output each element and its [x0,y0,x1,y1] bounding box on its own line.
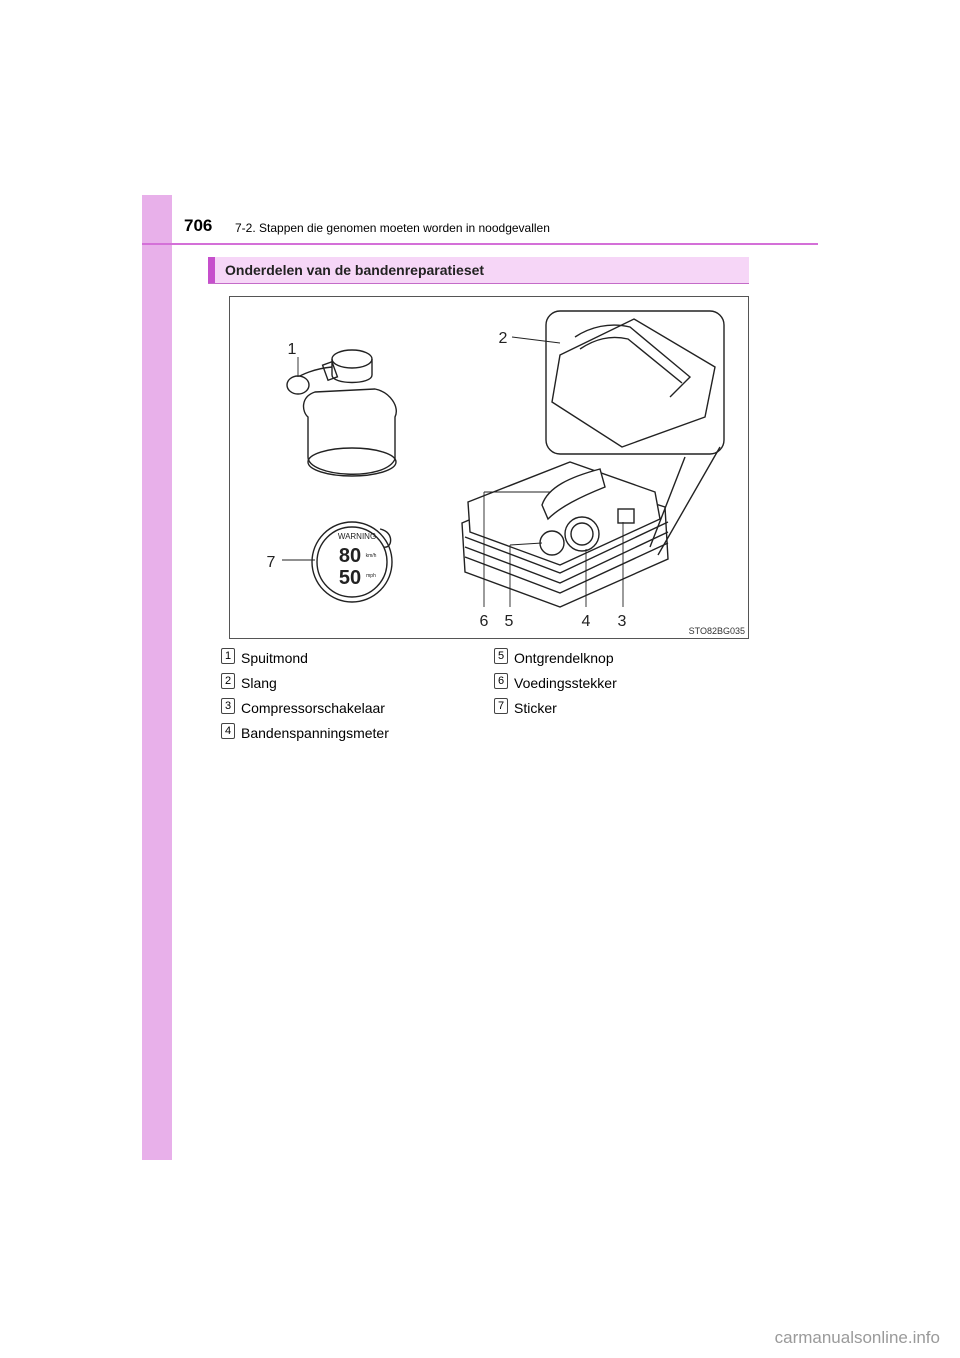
legend-number: 7 [494,698,508,714]
callout-6: 6 [479,613,489,630]
legend-number: 5 [494,648,508,664]
legend-label: Compressorschakelaar [241,700,385,716]
callout-1: 1 [287,341,297,358]
legend-label: Voedingsstekker [514,675,617,691]
callout-5: 5 [504,613,514,630]
sticker-mph-unit: mph [366,573,376,579]
compressor-drawing [462,462,668,607]
header-rule [142,243,818,245]
section-title: Onderdelen van de bandenreparatieset [225,262,485,278]
callout-7: 7 [266,554,276,571]
sticker-kmh-unit: km/h [365,553,377,559]
legend-label: Slang [241,675,277,691]
figure-code: STO82BG035 [688,626,745,636]
legend-label: Spuitmond [241,650,308,666]
repair-kit-illustration [229,296,749,639]
callout-3: 3 [617,613,627,630]
legend-number: 3 [221,698,235,714]
legend-label: Sticker [514,700,557,716]
legend-number: 6 [494,673,508,689]
sticker-kmh-value: 80 [338,545,362,567]
section-heading [208,257,749,284]
illustration-drawing [230,297,750,640]
sealant-bottle-drawing [287,350,396,476]
chapter-title: 7-2. Stappen die genomen moeten worden in noodgevallen [235,221,550,235]
watermark: carmanualsonline.info [774,1328,940,1347]
sticker-mph-value: 50 [338,567,362,589]
callout-4: 4 [581,613,591,630]
sticker-warning-text: WARNING [337,532,377,541]
legend-number: 4 [221,723,235,739]
legend-label: Ontgrendelknop [514,650,614,666]
callout-2: 2 [498,330,508,347]
page-number: 706 [184,216,213,235]
legend-label: Bandenspanningsmeter [241,725,389,741]
side-tab-strip [142,195,172,1160]
legend-number: 2 [221,673,235,689]
legend-number: 1 [221,648,235,664]
section-marker [208,257,215,283]
